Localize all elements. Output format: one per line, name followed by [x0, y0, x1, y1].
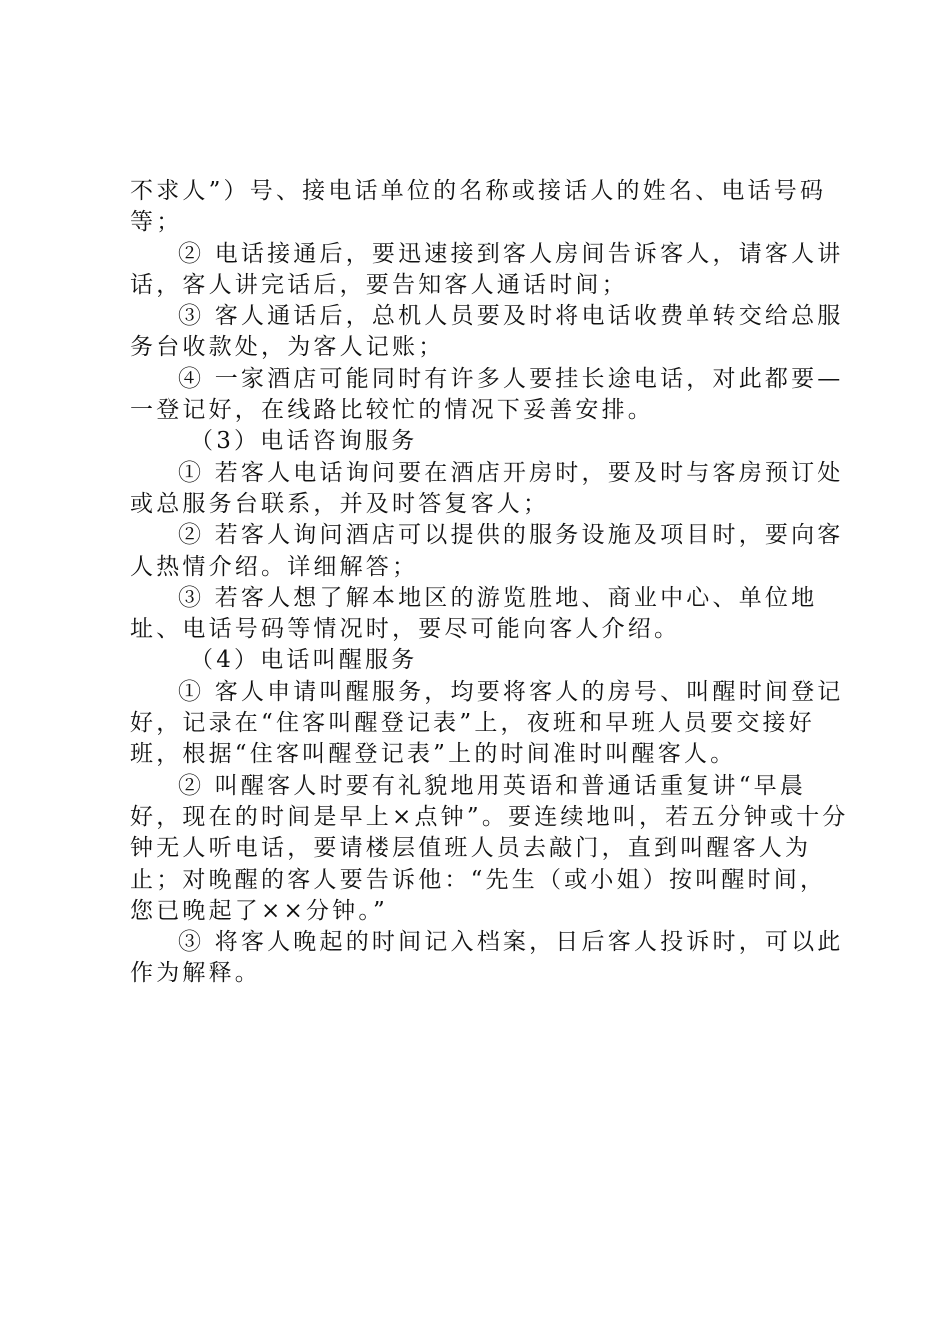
list-item: ③ 将客人晚起的时间记入档案，日后客人投诉时，可以此作为解释。 [130, 929, 844, 987]
document-body [130, 176, 850, 990]
list-item: ④ 一家酒店可能同时有许多人要挂长途电话，对此都要—一登记好，在线路比较忙的情况下妥善安排。 [130, 365, 844, 424]
list-item: ③ 客人通话后，总机人员要及时将电话收费单转交给总服务台收款处，为客人记账； [130, 303, 844, 361]
list-item: ② 电话接通后，要迅速接到客人房间告诉客人，请客人讲话，客人讲完话后，要告知客人通话时间； [130, 240, 844, 298]
list-item: ② 若客人询问酒店可以提供的服务设施及项目时，要向客人热情介绍。详细解答； [130, 522, 844, 580]
paragraph-continuation: 不求人”）号、接电话单位的名称或接话人的姓名、电话号码等； [130, 178, 827, 236]
list-item: ① 客人申请叫醒服务，均要将客人的房号、叫醒时间登记好，记录在“住客叫醒登记表”上，夜班和早班人员要交接好班，根据“住客叫醒登记表”上的时间准时叫醒客人。 [130, 678, 844, 768]
list-item: ② 叫醒客人时要有礼貌地用英语和普通话重复讲“早晨好，现在的时间是早上×点钟”。要连续地叫，若五分钟或十分钟无人听电话，要请楼层值班人员去敲门，直到叫醒客人为止；对晚醒的客人要告诉他：“先生（或小姐）按叫醒时间，您已晚起了××分钟。” [130, 772, 849, 924]
list-item: ③ 若客人想了解本地区的游览胜地、商业中心、单位地址、电话号码等情况时，要尽可能向客人介绍。 [130, 584, 818, 643]
section-heading: （4）电话叫醒服务 [190, 647, 418, 674]
list-item: ① 若客人电话询问要在酒店开房时，要及时与客房预订处或总服务台联系，并及时答复客人； [130, 459, 844, 517]
section-heading: （3）电话咨询服务 [190, 428, 418, 455]
